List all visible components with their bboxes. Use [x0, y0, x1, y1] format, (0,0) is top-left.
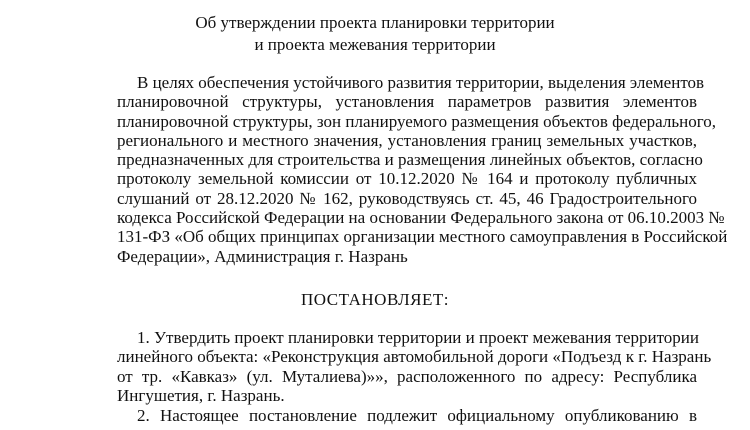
- text-line: 1. Утвердить проект планировки территории и проект межевания территории: [137, 328, 700, 347]
- text-line: Ингушетия, г. Назрань.: [117, 385, 285, 405]
- title-line-1: Об утверждении проекта планировки территории: [195, 13, 555, 32]
- decree-heading: ПОСТАНОВЛЯЕТ:: [300, 290, 450, 309]
- text-line: линейного объекта: «Реконструкция автомобильной дороги «Подъезд к г. Назрань: [117, 347, 712, 367]
- item-1-paragraph: [117, 328, 712, 405]
- title-line-2: и проекта межевания территории: [254, 35, 496, 54]
- text-line: предназначенных для строительства и размещения линейных объектов, согласно: [117, 150, 703, 170]
- text-line: планировочной структуры, установления параметров развития элементов: [117, 92, 697, 112]
- text-line: 2. Настоящее постановление подлежит официальному опубликованию в: [137, 406, 697, 425]
- text-line: 131-ФЗ «Об общих принципах организации местного самоуправления в Российской: [117, 227, 728, 247]
- text-line: планировочной структуры, зон планируемого размещения объектов федерального,: [117, 111, 717, 131]
- text-line: от тр. «Кавказ» (ул. Муталиева)»», расположенного по адресу: Республика: [117, 366, 697, 386]
- text-line: кодекса Российской Федерации на основании Федерального закона от 06.10.2003 №: [117, 208, 725, 228]
- text-line: Федерации», Администрация г. Назрань: [117, 246, 408, 266]
- document-title: [0, 12, 750, 56]
- item-2-paragraph: [117, 406, 697, 425]
- preamble-paragraph: [117, 73, 728, 266]
- text-line: протоколу земельной комиссии от 10.12.2020 № 164 и протоколу публичных: [117, 169, 697, 189]
- text-line: В целях обеспечения устойчивого развития территории, выделения элементов: [137, 73, 705, 92]
- text-line: слушаний от 28.12.2020 № 162, руководствуясь ст. 45, 46 Градостроительного: [117, 188, 697, 208]
- text-line: регионального и местного значения, установления границ земельных участков,: [117, 130, 697, 150]
